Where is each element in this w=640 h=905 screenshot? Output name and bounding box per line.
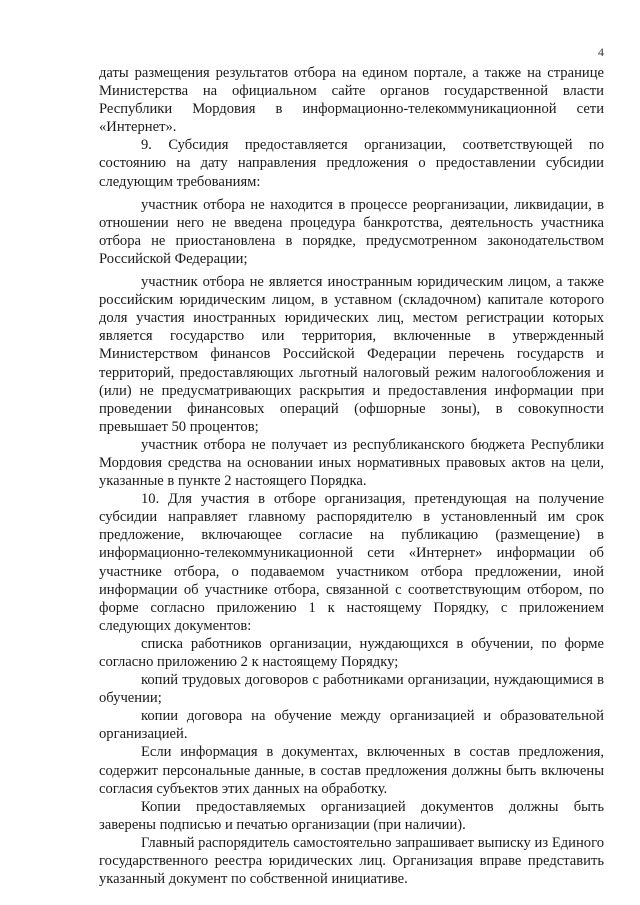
- paragraph-document-labor-contracts: копий трудовых договоров с работниками организации, нуждающимися в обучении;: [99, 672, 604, 707]
- paragraph-personal-data: Если информация в документах, включенных в состав предложения, содержит персональные данные, в состав предложения должны быть включены согласия субъектов этих данных на обработку.: [99, 744, 604, 797]
- paragraph-document-training-contract: копии договора на обучение между организацией и образовательной организацией.: [99, 708, 604, 743]
- paragraph-requirement-budget: участник отбора не получает из республиканского бюджета Республики Мордовия средства на основании иных нормативных правовых актов на цели, указанные в пункте 2 настоящего Порядка.: [99, 436, 604, 490]
- paragraph-requirement-foreign-entity: участник отбора не является иностранным юридическим лицом, а также российским юридическим лицом, в уставном (складочном) капитале которого доля участия иностранных юридических лиц, местом регистрации которых является государство или территория, включенные в утвержденный Министерством финансов Российской Федерации перечень государств и территорий, предоставляющих льготный налоговый режим налогообложения и (или) не предусматривающих раскрытия и предоставления информации при проведении финансовых операций (офшорные зоны), в совокупности превышает 50 процентов;: [99, 274, 604, 435]
- paragraph-copies-certification: Копии предоставляемых организацией документов должны быть заверены подписью и печатью организации (при наличии).: [99, 798, 604, 833]
- paragraph-continuation: даты размещения результатов отбора на едином портале, а также на странице Министерства на официальном сайте органов государственной власти Республики Мордовия в информационно-телекоммуникационной сети «Интернет».: [99, 65, 604, 136]
- page-number: 4: [598, 45, 604, 59]
- paragraph-document-staff-list: списка работников организации, нуждающихся в обучении, по форме согласно приложению 2 к настоящему Порядку;: [99, 635, 604, 670]
- paragraph-registry-extract: Главный распорядитель самостоятельно запрашивает выписку из Единого государственного реестра юридических лиц. Организация вправе представить указанный документ по собственной инициативе.: [99, 834, 604, 888]
- paragraph-item-9: 9. Субсидия предоставляется организации, соответствующей по состоянию на дату направления предложения о предоставлении субсидии следующим требованиям:: [99, 137, 604, 190]
- paragraph-item-10: 10. Для участия в отборе организация, претендующая на получение субсидии направляет главному распорядителю в установленный им срок предложение, включающее согласие на публикацию (размещение) в информационно-телекоммуникационной сети «Интернет» информации об участнике отбора, о подаваемом участником отбора предложении, иной информации об участнике отбора, связанной с соответствующим отбором, по форме согласно приложению 1 к настоящему Порядку, с приложением следующих документов:: [99, 491, 604, 634]
- paragraph-requirement-reorganization: участник отбора не находится в процессе реорганизации, ликвидации, в отношении него не введена процедура банкротства, деятельность участника отбора не приостановлена в порядке, предусмотренном законодательством Российской Федерации;: [99, 196, 604, 267]
- document-body: [99, 64, 604, 888]
